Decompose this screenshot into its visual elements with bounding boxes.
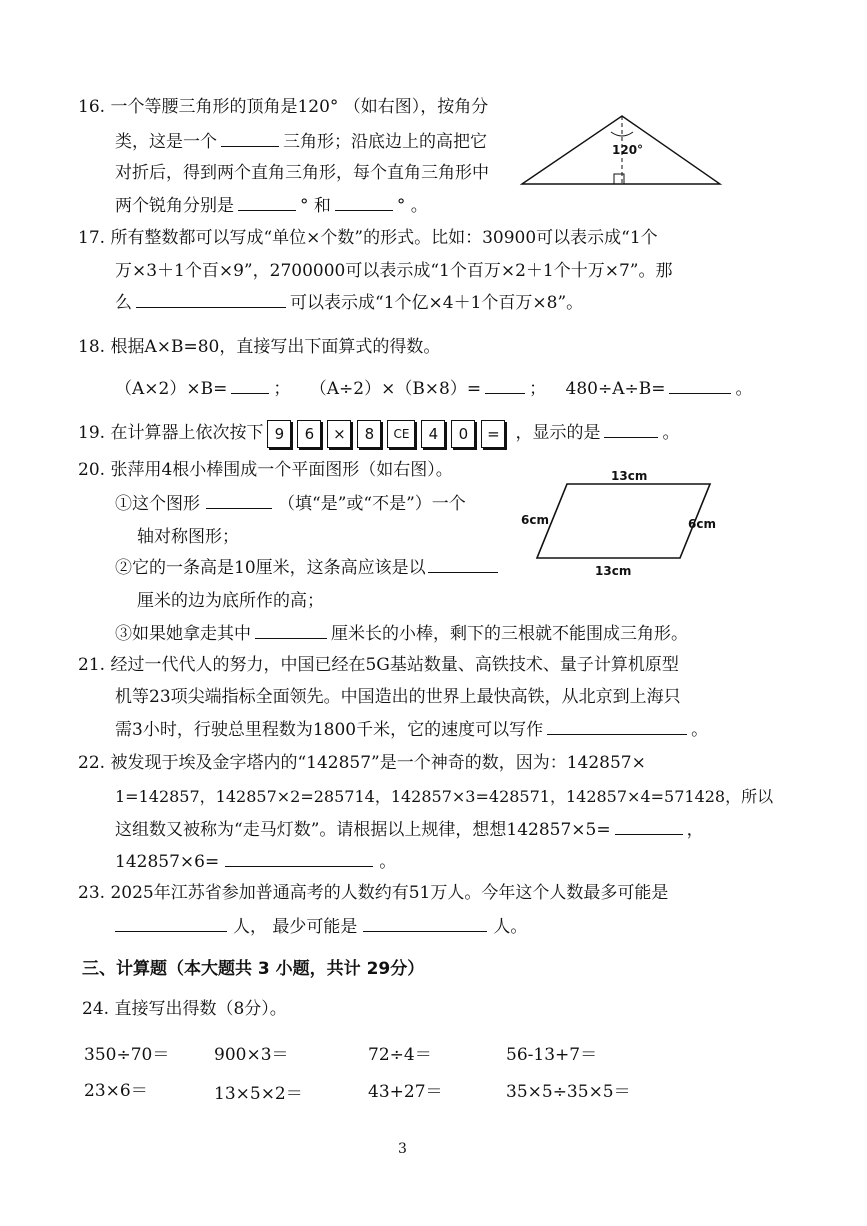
q20-line4-text: ②它的一条高是10厘米，这条高应该是以 xyxy=(115,558,426,578)
q18-sep1: ； xyxy=(273,379,291,399)
q23-blank-max[interactable] xyxy=(115,915,227,932)
top-side-label: 13cm xyxy=(611,469,648,483)
q23-blank-min[interactable] xyxy=(363,915,487,932)
q20-line6 xyxy=(115,622,688,645)
q18-blank2[interactable] xyxy=(485,377,525,394)
q22-line3-text: 这组数又被称为“走马灯数”。请根据以上规律，想想142857×5= xyxy=(115,820,611,840)
q22-line2: 1=142857，142857×2=285714，142857×3=428571，142857×4=571428，所以 xyxy=(115,787,774,806)
calc-item: 56-13+7＝ xyxy=(506,1045,598,1065)
isosceles-triangle-figure xyxy=(515,108,730,192)
q16-line2 xyxy=(115,130,487,153)
calc-item: 35×5÷35×5＝ xyxy=(506,1082,631,1102)
q19-blank-display[interactable] xyxy=(604,421,658,438)
q19-pre: 19. 在计算器上依次按下 xyxy=(78,423,264,443)
q22-blank-times6[interactable] xyxy=(225,850,373,867)
calc-key: 6 xyxy=(297,420,321,448)
q16-line2-post: 三角形；沿底边上的高把它 xyxy=(283,132,487,152)
q21-line3-text: 需3小时，行驶总里程数为1800千米，它的速度可以写作 xyxy=(115,720,544,740)
parallelogram-shape xyxy=(537,484,710,558)
q22-line3-end: ， xyxy=(686,820,704,840)
q23-line2 xyxy=(115,915,527,938)
q17-line2: 万×3＋1个百×9”，2700000可以表示成“1个百万×2＋1个十万×7”。那 xyxy=(115,261,673,281)
calc-key: × xyxy=(327,420,351,448)
vertex-angle-label: 120° xyxy=(612,143,644,157)
q22-line4 xyxy=(115,850,396,873)
q22-line1: 22. 被发现于埃及金字塔内的“142857”是一个神奇的数，因为：142857× xyxy=(78,753,646,773)
q20-line3: 轴对称图形； xyxy=(137,527,239,547)
calculator-keys xyxy=(267,417,511,449)
q20-line5: 厘米的边为底所作的高； xyxy=(137,591,324,611)
parallelogram-figure xyxy=(515,464,725,580)
q18-expressions xyxy=(115,377,752,400)
q22-end: 。 xyxy=(379,852,397,872)
q20-line6-post: 厘米长的小棒，剩下的三根就不能围成三角形。 xyxy=(331,624,688,644)
calc-key: 9 xyxy=(267,420,291,448)
bottom-side-label: 13cm xyxy=(595,564,632,578)
q17-line1: 17. 所有整数都可以写成“单位×个数”的形式。比如：30900可以表示成“1个 xyxy=(78,228,658,248)
q16-blank-angle1[interactable] xyxy=(238,194,296,211)
q21-end: 。 xyxy=(691,720,709,740)
calc-item: 900×3＝ xyxy=(214,1045,289,1065)
q18-sep2: ； xyxy=(529,379,547,399)
q20-line6-pre: ③如果她拿走其中 xyxy=(115,624,251,644)
q22-line3 xyxy=(115,818,704,841)
calc-key: 8 xyxy=(357,420,381,448)
q19-end: 。 xyxy=(662,423,680,443)
q22-line4-text: 142857×6= xyxy=(115,852,220,872)
q20-line2-post: （填“是”或“不是”）一个 xyxy=(278,494,466,514)
q20-line4 xyxy=(115,556,500,579)
q23-line2-mid: 人， 最少可能是 xyxy=(233,917,358,937)
q18-blank3[interactable] xyxy=(669,377,731,394)
q23-end: 人。 xyxy=(493,917,528,937)
q22-blank-times5[interactable] xyxy=(615,818,683,835)
q18-expr2: （A÷2）×（B×8）= xyxy=(309,379,482,399)
right-side-label: 6cm xyxy=(688,517,716,531)
q24-title: 24. 直接写出得数（8分）。 xyxy=(82,999,287,1019)
q18-blank1[interactable] xyxy=(231,377,269,394)
q19-line xyxy=(78,417,679,449)
calc-key: 4 xyxy=(421,420,445,448)
q21-blank-speed[interactable] xyxy=(547,718,687,735)
q20-line1: 20. 张萍用4根小棒围成一个平面图形（如右图）。 xyxy=(78,460,453,480)
calc-item: 72÷4＝ xyxy=(368,1045,432,1065)
q16-line3: 对折后，得到两个直角三角形，每个直角三角形中 xyxy=(115,163,489,183)
q19-post: ，显示的是 xyxy=(515,423,601,443)
q16-line4-pre: 两个锐角分别是 xyxy=(115,196,234,216)
q18-end: 。 xyxy=(735,379,753,399)
q21-line1: 21. 经过一代代人的努力，中国已经在5G基站数量、高铁技术、量子计算机原型 xyxy=(78,655,679,675)
q20-line2-pre: ①这个图形 xyxy=(115,494,200,514)
q21-line2: 机等23项尖端指标全面领先。中国造出的世界上最快高铁，从北京到上海只 xyxy=(115,687,681,707)
q20-blank-base[interactable] xyxy=(428,556,498,573)
q18-expr1: （A×2）×B= xyxy=(115,379,228,399)
q16-line4 xyxy=(115,194,428,217)
q16-blank-type[interactable] xyxy=(221,130,279,147)
calc-item: 13×5×2＝ xyxy=(214,1084,303,1104)
q17-line3 xyxy=(115,291,583,314)
q16-line1: 16. 一个等腰三角形的顶角是120° （如右图），按角分 xyxy=(78,97,489,117)
calc-item: 23×6＝ xyxy=(84,1081,148,1101)
q16-line4-end: ° 。 xyxy=(396,196,428,216)
q20-line2 xyxy=(115,492,466,515)
q16-line2-pre: 类，这是一个 xyxy=(115,132,217,152)
page-number: 3 xyxy=(398,1141,407,1157)
q16-line4-mid: ° 和 xyxy=(300,196,331,216)
left-side-label: 6cm xyxy=(521,513,549,527)
q17-line3-post: 可以表示成“1个亿×4＋1个百万×8”。 xyxy=(290,293,584,313)
calc-key: CE xyxy=(387,420,415,448)
calc-key: 0 xyxy=(451,420,475,448)
calc-key: = xyxy=(481,420,505,448)
calc-item: 43+27＝ xyxy=(368,1082,443,1102)
q17-blank-number[interactable] xyxy=(136,291,286,308)
q16-blank-angle2[interactable] xyxy=(335,194,393,211)
q18-line1: 18. 根据A×B=80，直接写出下面算式的得数。 xyxy=(78,337,441,357)
q23-line1: 23. 2025年江苏省参加普通高考的人数约有51万人。今年这个人数最多可能是 xyxy=(78,883,669,903)
q17-line3-pre: 么 xyxy=(115,293,132,313)
calc-item: 350÷70＝ xyxy=(84,1045,170,1065)
q21-line3 xyxy=(115,718,708,741)
q20-blank-stick[interactable] xyxy=(255,622,327,639)
q20-blank-symmetric[interactable] xyxy=(206,492,272,509)
section-heading-calc: 三、计算题（本大题共 3 小题，共计 29分） xyxy=(82,959,425,979)
q18-expr3: 480÷A÷B= xyxy=(565,379,666,399)
